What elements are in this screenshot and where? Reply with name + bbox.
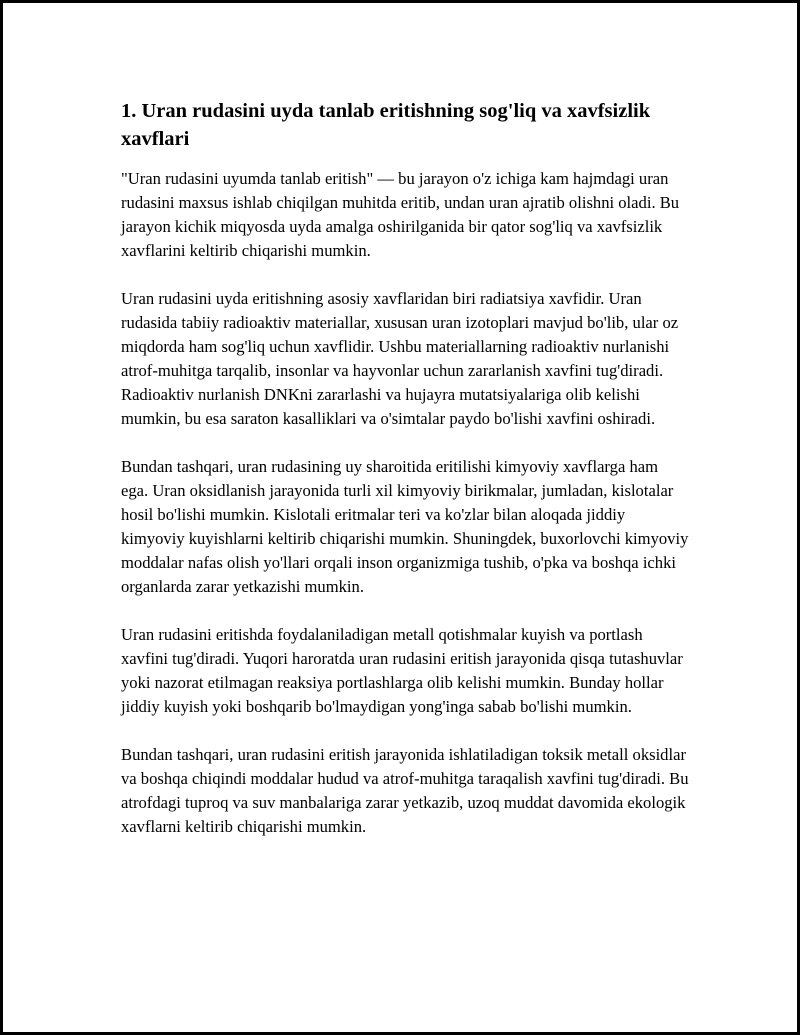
- paragraph-5: Bundan tashqari, uran rudasini eritish jarayonida ishlatiladigan toksik metall oksidlar va boshqa chiqindi moddalar hudud va atrof-muhitga taraqalish xavfini tug'diradi. Bu atrofdagi tuproq va suv manbalariga zarar yetkazib, uzoq muddat davomida ekologik xavflarni keltirib chiqarishi mumkin.: [121, 745, 689, 836]
- paragraph-1: "Uran rudasini uyumda tanlab eritish" — bu jarayon o'z ichiga kam hajmdagi uran rudasini maxsus ishlab chiqilgan muhitda eritib, undan uran ajratib olishni oladi. Bu jarayon kichik miqyosda uyda amalga oshirilganida bir qator sog'liq va xavfsizlik xavflarini keltirib chiqarishi mumkin.: [121, 169, 680, 260]
- paragraph-4: Uran rudasini eritishda foydalaniladigan metall qotishmalar kuyish va portlash xavfini tug'diradi. Yuqori haroratda uran rudasini eritish jarayonida qisqa tutashuvlar yoki nazorat etilmagan reaksiya portlashlarga olib kelishi mumkin. Bunday hollar jiddiy kuyish yoki boshqarib bo'lmaydigan yong'inga sabab bo'lishi mumkin.: [121, 625, 683, 716]
- document-body: [121, 97, 689, 863]
- paragraph-2: Uran rudasini uyda eritishning asosiy xavflaridan biri radiatsiya xavfidir. Uran rudasida tabiiy radioaktiv materiallar, xususan uran izotoplari mavjud bo'lib, ular oz miqdorda ham sog'liq uchun xavflidir. Ushbu materiallarning radioaktiv nurlanishi atrof-muhitga tarqalib, insonlar va hayvonlar uchun zararlanish xavfini tug'diradi. Radioaktiv nurlanish DNKni zararlashi va hujayra mutatsiyalariga olib kelishi mumkin, bu esa saraton kasalliklari va o'simtalar paydo bo'lishi xavfini oshiradi.: [121, 289, 679, 428]
- paragraph-3: Bundan tashqari, uran rudasining uy sharoitida eritilishi kimyoviy xavflarga ham ega. Uran oksidlanish jarayonida turli xil kimyoviy birikmalar, jumladan, kislotalar hosil bo'lishi mumkin. Kislotali eritmalar teri va ko'zlar bilan aloqada jiddiy kimyoviy kuyishlarni keltirib chiqarishi mumkin. Shuningdek, buxorlovchi kimyoviy moddalar nafas olish yo'llari orqali inson organizmiga tushib, o'pka va boshqa ichki organlarda zarar yetkazishi mumkin.: [121, 457, 689, 596]
- document-title: 1. Uran rudasini uyda tanlab eritishning sog'liq va xavfsizlik xavflari: [121, 100, 651, 150]
